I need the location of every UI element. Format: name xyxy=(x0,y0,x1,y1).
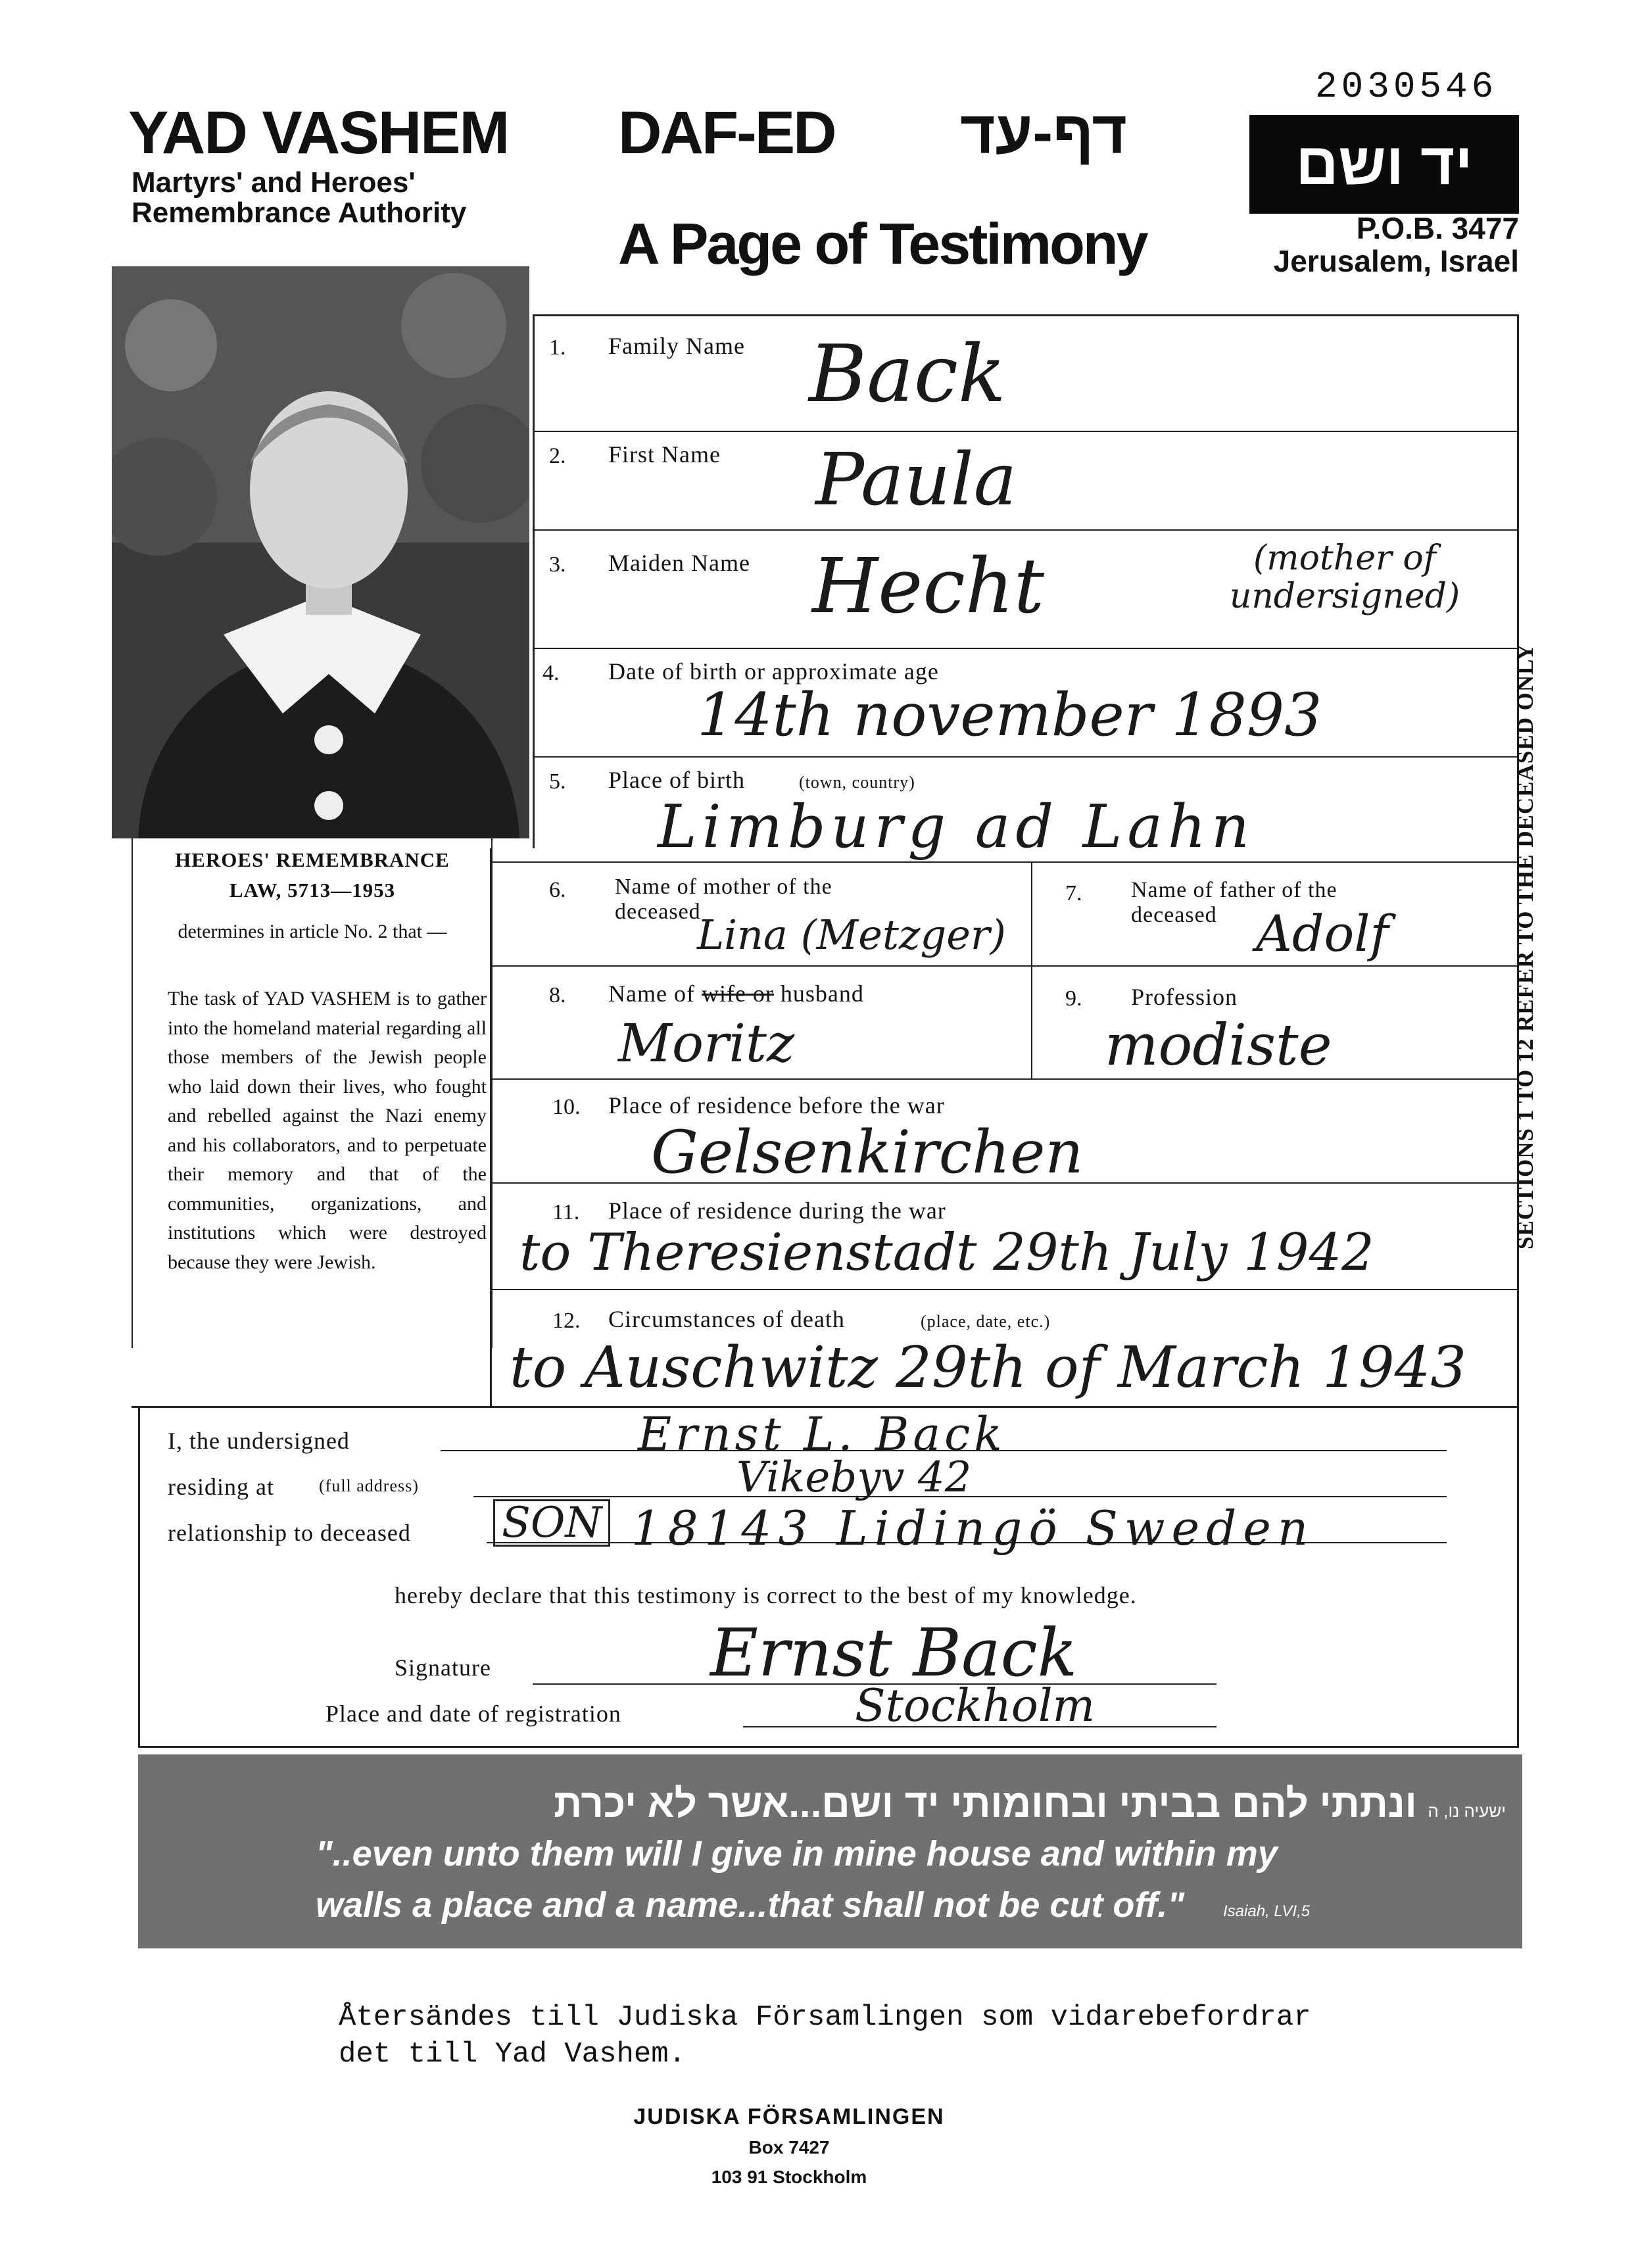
rule xyxy=(490,965,1519,967)
undersigned-value[interactable]: Ernst L. Back xyxy=(638,1407,1006,1461)
field-1-number: 1. xyxy=(549,335,566,360)
portrait-photo xyxy=(112,266,529,838)
place-date-value[interactable]: Stockholm xyxy=(855,1680,1096,1732)
rule xyxy=(490,1078,1519,1080)
field-3-label: Maiden Name xyxy=(608,550,750,576)
field-2-label: First Name xyxy=(608,441,721,468)
banner-hebrew-text: ונתתי להם בביתי ובחומותי יד ושם...אשר לא יכרת xyxy=(554,1781,1417,1825)
husband-name-value[interactable]: Moritz xyxy=(618,1013,795,1074)
org-name: YAD VASHEM xyxy=(128,99,509,166)
footer-city: 103 91 Stockholm xyxy=(711,2167,867,2187)
place-date-label: Place and date of registration xyxy=(325,1701,621,1727)
relationship-label: relationship to deceased xyxy=(168,1520,411,1546)
residing-value[interactable]: Vikebyv 42 xyxy=(736,1453,972,1502)
rule xyxy=(1517,1406,1519,1748)
daf-ed-title: DAF-ED xyxy=(618,99,835,166)
field-4-number: 4. xyxy=(542,661,560,685)
field-4-label: Date of birth or approximate age xyxy=(608,658,939,685)
field-8-label xyxy=(608,980,864,1007)
signature-label: Signature xyxy=(395,1654,491,1681)
circumstances-of-death-value[interactable]: to Auschwitz 29th of March 1943 xyxy=(510,1335,1467,1401)
residence-during-war-value[interactable]: to Theresienstadt 29th July 1942 xyxy=(519,1223,1374,1282)
field-10-number: 10. xyxy=(552,1095,581,1119)
family-name-value[interactable]: Back xyxy=(809,329,1006,420)
rule xyxy=(533,648,1519,649)
daf-ed-hebrew-title: דף-עד xyxy=(960,99,1127,166)
field-9-number: 9. xyxy=(1065,986,1082,1011)
field-12-hint: (place, date, etc.) xyxy=(921,1312,1051,1331)
footer-org: JUDISKA FÖRSAMLINGEN xyxy=(633,2104,945,2129)
rule xyxy=(138,1746,1519,1748)
rule xyxy=(138,1406,140,1748)
field-8-label-post: husband xyxy=(780,980,864,1007)
field-6-label-line-2: deceased xyxy=(615,900,701,924)
birth-date-value[interactable]: 14th november 1893 xyxy=(697,681,1322,750)
pob: P.O.B. 3477 xyxy=(1356,211,1519,245)
rule xyxy=(490,1289,1519,1290)
return-note: Återsändes till Judiska Församlingen som vidarebefordrar det till Yad Vashem. xyxy=(339,2001,1311,2071)
field-11-label: Place of residence during the war xyxy=(608,1197,946,1224)
field-5-label: Place of birth xyxy=(608,767,745,793)
yad-vashem-logo: יד ושם xyxy=(1249,115,1519,214)
field-7-label-line-2: deceased xyxy=(1131,903,1217,927)
field-12-number: 12. xyxy=(552,1309,581,1333)
mother-name-value[interactable]: Lina (Metzger) xyxy=(697,911,1006,959)
undersigned-label: I, the undersigned xyxy=(168,1428,350,1454)
rule xyxy=(490,861,1519,863)
law-determines: determines in article No. 2 that — xyxy=(178,921,447,942)
relationship-value[interactable]: SON xyxy=(493,1499,610,1547)
rule xyxy=(533,314,535,848)
field-8-number: 8. xyxy=(549,983,566,1007)
field-6-label-line-1: Name of mother of the xyxy=(615,875,832,899)
field-9-label: Profession xyxy=(1131,984,1238,1010)
sections-note: SECTIONS 1 TO 12 REFER TO THE DECEASED ONLY xyxy=(1512,643,1538,1249)
field-8-label-pre: Name of xyxy=(608,980,695,1007)
first-name-value[interactable]: Paula xyxy=(815,437,1017,521)
serial-number: 2030546 xyxy=(1315,66,1498,108)
declaration-text: hereby declare that this testimony is correct to the best of my knowledge. xyxy=(395,1582,1137,1608)
maiden-name-value[interactable]: Hecht xyxy=(812,543,1045,631)
field-3-number: 3. xyxy=(549,552,566,577)
residing-label: residing at xyxy=(168,1474,274,1500)
rule xyxy=(490,848,492,1406)
rule xyxy=(533,529,1519,531)
postal-address xyxy=(1249,212,1519,277)
maiden-name-note: (mother of undersigned) xyxy=(1229,539,1460,616)
law-title xyxy=(138,845,487,905)
banner-hebrew xyxy=(138,1781,1506,1826)
field-8-label-struck: wife or xyxy=(701,980,774,1007)
banner-english-ref: Isaiah, LVI,5 xyxy=(1223,1902,1311,1920)
field-11-number: 11. xyxy=(552,1200,580,1224)
rule xyxy=(533,314,1519,316)
field-5-hint: (town, country) xyxy=(799,773,915,792)
org-subtitle: Martyrs' and Heroes' Remembrance Authority xyxy=(132,166,467,229)
rule xyxy=(1031,861,1032,1078)
signature-value[interactable]: Ernst Back xyxy=(710,1614,1078,1691)
field-12-label: Circumstances of death xyxy=(608,1306,845,1332)
city: Jerusalem, Israel xyxy=(1273,244,1519,278)
banner-english-line-1: "..even unto them will I give in mine house and within my xyxy=(316,1834,1278,1873)
scripture-banner xyxy=(138,1754,1522,1948)
field-2-number: 2. xyxy=(549,444,566,468)
footer-box: Box 7427 xyxy=(748,2137,830,2158)
field-7-label-line-1: Name of father of the xyxy=(1131,878,1337,902)
profession-value[interactable]: modiste xyxy=(1105,1013,1332,1078)
birth-place-value[interactable]: Limburg ad Lahn xyxy=(658,792,1255,861)
banner-hebrew-ref: ישעיה נו, ה xyxy=(1428,1801,1506,1821)
field-7-number: 7. xyxy=(1065,881,1082,905)
address-continuation-value[interactable]: 18143 Lidingö Sweden xyxy=(631,1501,1315,1556)
law-title-line-1: HEROES' REMEMBRANCE xyxy=(175,848,450,871)
residence-before-war-value[interactable]: Gelsenkirchen xyxy=(651,1118,1084,1187)
banner-english-line-2: walls a place and a name...that shall not be cut off." xyxy=(316,1885,1184,1925)
field-6-number: 6. xyxy=(549,878,566,902)
law-title-line-2: LAW, 5713—1953 xyxy=(229,879,396,902)
field-1-label: Family Name xyxy=(608,333,745,359)
page-title: A Page of Testimony xyxy=(618,211,1147,276)
field-5-number: 5. xyxy=(549,769,566,794)
rule xyxy=(533,431,1519,432)
rule xyxy=(533,756,1519,758)
father-name-value[interactable]: Adolf xyxy=(1256,904,1389,963)
residing-hint: (full address) xyxy=(319,1476,419,1495)
law-body: The task of YAD VASHEM is to gather into the homeland material regarding all those members of the Jewish people who laid down their lives, who fought and rebelled against the Nazi enemy and his collaborators, and to perpetuate their memory and that of the communities, organizations, and institutions which were destroyed because they were Jewish. xyxy=(168,988,487,1273)
field-10-label: Place of residence before the war xyxy=(608,1092,945,1119)
